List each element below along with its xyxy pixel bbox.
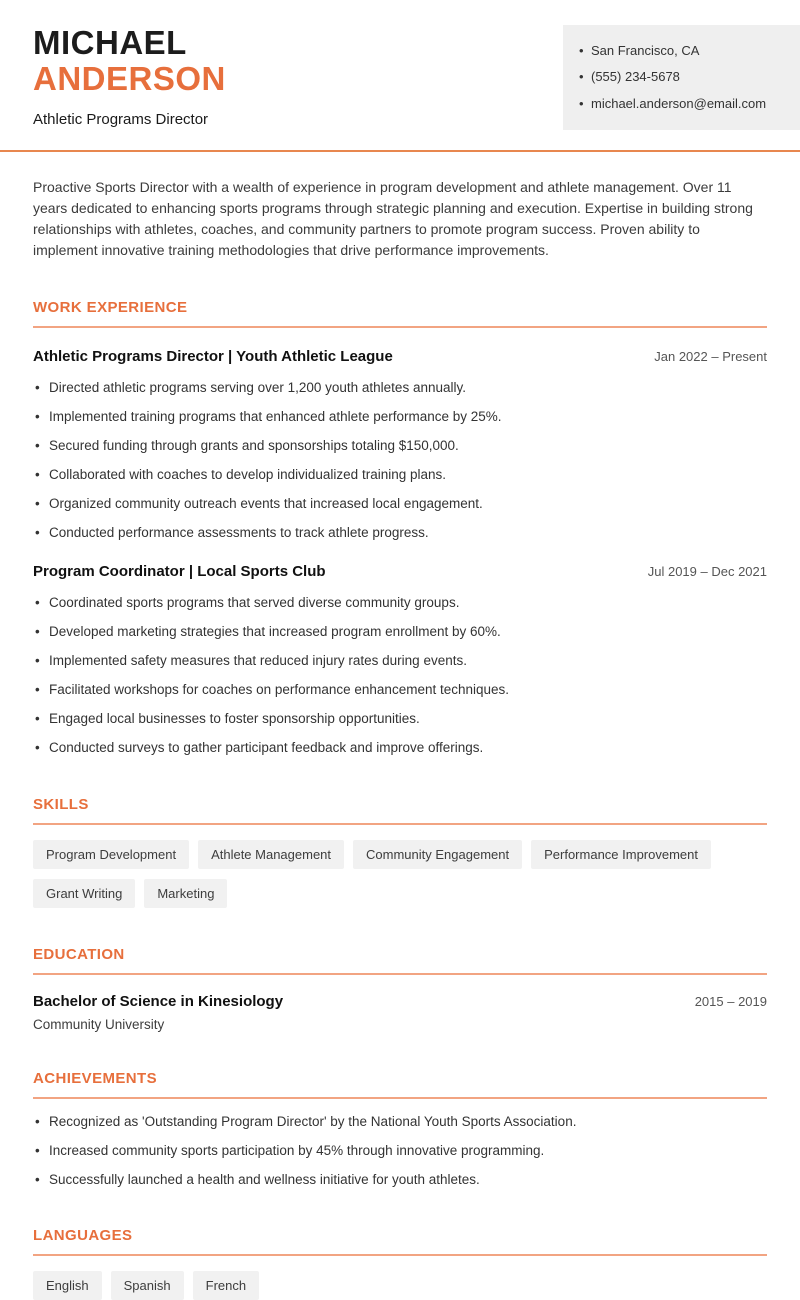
contact-item: • michael.anderson@email.com (579, 91, 786, 117)
section-title-work-experience: WORK EXPERIENCE (33, 299, 767, 328)
bullet-item: • Conducted performance assessments to track athlete progress. (33, 523, 767, 543)
header-divider (0, 150, 800, 152)
job-bullet-list (33, 378, 767, 543)
bullet-item: • Implemented safety measures that reduced injury rates during events. (33, 651, 767, 671)
section-skills (33, 796, 767, 908)
skill-tag: Marketing (144, 879, 227, 908)
education-degree: Bachelor of Science in Kinesiology (33, 992, 284, 1010)
bullet-item: • Developed marketing strategies that increased program enrollment by 60%. (33, 622, 767, 642)
section-title-achievements: ACHIEVEMENTS (33, 1070, 767, 1099)
skill-tag: Grant Writing (33, 879, 135, 908)
contact-item: • San Francisco, CA (579, 38, 786, 64)
header (0, 0, 800, 130)
bullet-item: • Directed athletic programs serving over 1,200 youth athletes annually. (33, 378, 767, 398)
bullet-item: • Successfully launched a health and wellness initiative for youth athletes. (33, 1170, 767, 1190)
contact-list (579, 38, 786, 117)
bullet-item: • Engaged local businesses to foster sponsorship opportunities. (33, 709, 767, 729)
bullet-item: • Facilitated workshops for coaches on performance enhancement techniques. (33, 680, 767, 700)
skill-tag: Program Development (33, 840, 189, 869)
name-last: ANDERSON (33, 60, 226, 98)
section-languages (33, 1227, 767, 1300)
achievements-list (33, 1112, 767, 1190)
language-tag: English (33, 1271, 102, 1300)
name-block (33, 25, 226, 128)
skills-tag-list (33, 840, 767, 908)
section-education (33, 946, 767, 1032)
job-title: Athletic Programs Director | Youth Athletic League (33, 347, 393, 365)
languages-tag-list (33, 1271, 767, 1300)
bullet-item: • Increased community sports participation by 45% through innovative programming. (33, 1141, 767, 1161)
job-entry (33, 348, 767, 543)
job-bullet-list (33, 593, 767, 758)
bullet-item: • Recognized as 'Outstanding Program Director' by the National Youth Sports Association. (33, 1112, 767, 1132)
section-achievements (33, 1070, 767, 1190)
job-dates: Jan 2022 – Present (654, 348, 767, 364)
bullet-item: • Collaborated with coaches to develop individualized training plans. (33, 465, 767, 485)
bullet-item: • Secured funding through grants and sponsorships totaling $150,000. (33, 436, 767, 456)
contact-item: • (555) 234-5678 (579, 64, 786, 90)
bullet-item: • Organized community outreach events that increased local engagement. (33, 494, 767, 514)
job-list (33, 348, 767, 758)
education-school: Community University (33, 1016, 165, 1032)
job-dates: Jul 2019 – Dec 2021 (647, 563, 767, 579)
job-entry (33, 563, 767, 758)
bullet-item: • Implemented training programs that enhanced athlete performance by 25%. (33, 407, 767, 427)
education-dates: 2015 – 2019 (694, 993, 767, 1009)
section-title-skills: SKILLS (33, 796, 767, 825)
section-work-experience (33, 299, 767, 758)
language-tag: French (193, 1271, 259, 1300)
section-title-education: EDUCATION (33, 946, 767, 975)
bullet-item: • Coordinated sports programs that served diverse community groups. (33, 593, 767, 613)
language-tag: Spanish (111, 1271, 184, 1300)
bullet-item: • Conducted surveys to gather participant feedback and improve offerings. (33, 738, 767, 758)
name-first: MICHAEL (33, 24, 187, 61)
summary-paragraph: Proactive Sports Director with a wealth of experience in program development and athlete management. Over 11 years dedicated to enhancing sports programs through strategic planning and execution. Expertise in building strong relationships with athletes, coaches, and community partners to promote program success. Proven ability to implement innovative training methodologies that drive performance improvements. (33, 178, 753, 258)
header-job-title: Athletic Programs Director (33, 110, 209, 128)
skill-tag: Community Engagement (353, 840, 522, 869)
contact-box (563, 25, 800, 130)
job-title: Program Coordinator | Local Sports Club (33, 562, 326, 580)
skill-tag: Athlete Management (198, 840, 344, 869)
resume-body (0, 177, 800, 1300)
section-title-languages: LANGUAGES (33, 1227, 767, 1256)
skill-tag: Performance Improvement (531, 840, 711, 869)
education-entry (33, 993, 767, 1032)
